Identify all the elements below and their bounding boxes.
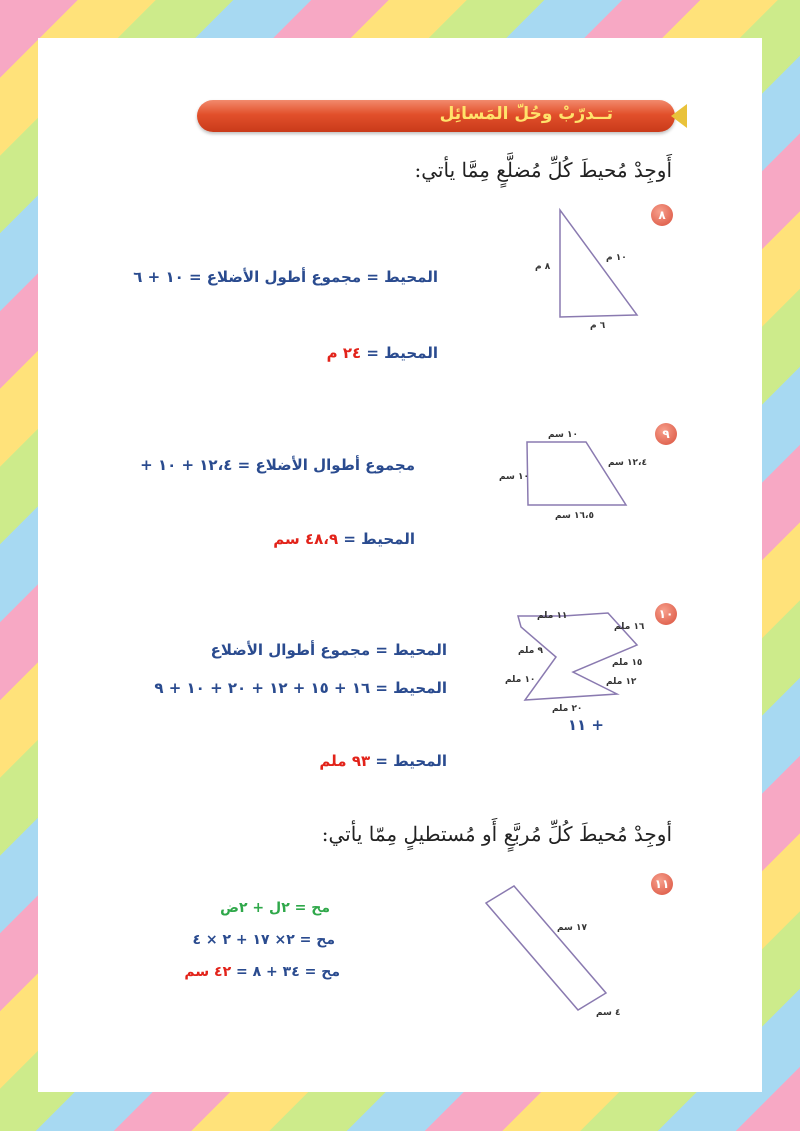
label-left: ١٠ سم [499, 472, 530, 482]
label-top: ١٠ سم [548, 430, 579, 440]
p10-line2: المحيط = ١٦ + ١٥ + ١٢ + ٢٠ + ١٠ + ٩ [154, 679, 447, 697]
label-12: ١٢ ملم [606, 677, 637, 687]
problem-number-10: ١٠ [655, 603, 677, 625]
p9-line1: مجموع أطوال الأضلاع = ١٢،٤ + ١٠ + [140, 456, 415, 474]
page-sheet [38, 38, 762, 1092]
label-16: ١٦ ملم [614, 622, 645, 632]
section-banner [197, 100, 675, 132]
label-15: ١٥ ملم [612, 658, 643, 668]
section2-instruction: أوجِدْ مُحيطَ كُلِّ مُربَّعٍ أَو مُستطيلٍ مِمّا يأتي: [321, 822, 672, 846]
problem-number-11: ١١ [651, 873, 673, 895]
p9-line2-label: المحيط = [343, 530, 415, 548]
section1-instruction: أَوجِدْ مُحيطَ كُلِّ مُضلَّعٍ مِمَّا يأتي: [414, 158, 672, 182]
label-9: ٩ ملم [518, 646, 543, 656]
p10-line3-label: المحيط = [375, 752, 447, 770]
p8-line1: المحيط = مجموع أطول الأضلاع = ١٠ + ٦ [133, 268, 438, 286]
p11-answer: ٤٢ سم [184, 964, 232, 980]
label-side-8: ٨ م [535, 262, 551, 272]
label-bottom: ١٦،٥ سم [555, 511, 594, 521]
p11-formula: مح = ٢ل + ٢ض [220, 900, 330, 916]
label-right: ١٢،٤ سم [608, 458, 647, 468]
banner-arrow-icon [671, 104, 687, 128]
p10-line1: المحيط = مجموع أطوال الأضلاع [210, 641, 447, 659]
p10-line3 [319, 752, 447, 770]
banner-title: تــدرّبْ وحُلّ المَسائِل [439, 104, 613, 124]
label-4: ٤ سم [596, 1008, 621, 1018]
p11-line3-text: مح = ٣٤ + ٨ = [236, 964, 340, 980]
label-17: ١٧ سم [557, 923, 588, 933]
label-side-6: ٦ م [590, 321, 606, 331]
p10-line2-cont: + ١١ [567, 716, 604, 734]
problem-number-8: ٨ [651, 204, 673, 226]
p11-line2: مح = ٢× ١٧ + ٢ × ٤ [192, 932, 335, 948]
p8-line2-label: المحيط = [366, 344, 438, 362]
p8-line2 [327, 344, 438, 362]
problem-number-9: ٩ [655, 423, 677, 445]
p9-answer: ٤٨،٩ سم [273, 530, 339, 548]
label-20: ٢٠ ملم [552, 704, 583, 714]
label-11: ١١ ملم [537, 611, 568, 621]
p9-line2 [273, 530, 415, 548]
p10-answer: ٩٣ ملم [319, 752, 371, 770]
p8-answer: ٢٤ م [326, 344, 362, 362]
label-10: ١٠ ملم [505, 675, 536, 685]
p11-line3 [184, 964, 340, 980]
label-side-10: ١٠ م [606, 253, 627, 263]
